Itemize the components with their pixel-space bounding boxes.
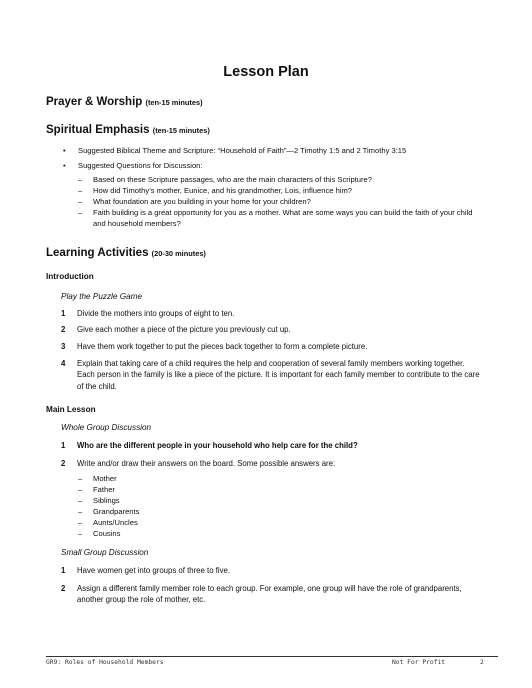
question-text: What foundation are you building in your home for your children? (93, 197, 311, 206)
step-number: 4 (61, 359, 66, 368)
learning-time: (20-30 minutes) (151, 249, 206, 258)
small-group-step (61, 565, 481, 576)
bullet-questions-text: Suggested Questions for Discussion: (78, 161, 203, 170)
whole-group-title: Whole Group Discussion (61, 423, 152, 432)
answer-text: Siblings (93, 496, 120, 505)
answer-item (78, 528, 478, 539)
small-group-title: Small Group Discussion (61, 548, 149, 557)
answer-text: Father (93, 485, 115, 494)
footer-notice: Not For Profit (392, 659, 446, 666)
whole-group-step (61, 458, 481, 469)
footer-divider (46, 656, 498, 657)
spiritual-emphasis-heading (46, 124, 210, 136)
question-item (78, 185, 478, 196)
step-number: 2 (61, 325, 66, 334)
prayer-heading-text: Prayer & Worship (46, 96, 143, 108)
step-number: 2 (61, 459, 66, 468)
prayer-time: (ten-15 minutes) (145, 98, 203, 107)
step-text: Explain that taking care of a child requires the help and cooperation of several family members working together. Each person in the family is like a piece of the picture. It is important for each family member to contribute to the care of the child. (77, 359, 480, 391)
question-text: How did Timothy’s mother, Eunice, and his grandmother, Lois, influence him? (93, 186, 353, 195)
introduction-heading: Introduction (46, 272, 94, 281)
step-number: 1 (61, 441, 66, 450)
spiritual-time: (ten-15 minutes) (152, 126, 210, 135)
intro-step (61, 324, 481, 335)
question-item (78, 207, 478, 229)
page-number: 2 (480, 659, 484, 666)
step-text: Who are the different people in your household who help care for the child? (77, 441, 358, 450)
footer-title: GR9: Roles of Household Members (46, 659, 164, 666)
dash-icon: – (78, 507, 83, 516)
learning-activities-heading (46, 247, 206, 259)
answer-text: Grandparents (93, 507, 140, 516)
step-text: Have women get into groups of three to five. (77, 566, 230, 575)
step-text: Assign a different family member role to each group. For example, one group will have the role of grandparents, another group the role of mother, etc. (77, 584, 462, 605)
dash-icon: – (78, 474, 83, 483)
step-text: Give each mother a piece of the picture you previously cut up. (77, 325, 291, 334)
dash-icon: – (78, 496, 83, 505)
step-text: Write and/or draw their answers on the board. Some possible answers are: (77, 459, 336, 468)
learning-heading-text: Learning Activities (46, 247, 149, 259)
spiritual-heading-text: Spiritual Emphasis (46, 124, 150, 136)
puzzle-game-title: Play the Puzzle Game (61, 292, 143, 301)
intro-step (61, 341, 481, 352)
answer-text: Aunts/Uncles (93, 518, 138, 527)
answer-item (78, 495, 478, 506)
step-number: 1 (61, 309, 66, 318)
intro-step (61, 358, 481, 392)
answer-item (78, 473, 478, 484)
step-number: 2 (61, 584, 66, 593)
answer-item (78, 484, 478, 495)
dash-icon: – (78, 175, 83, 184)
question-item (78, 174, 478, 185)
dash-icon: – (78, 186, 83, 195)
bullet-theme-text: Suggested Biblical Theme and Scripture: “Household of Faith”—2 Timothy 1:5 and 2 Timothy 3:15 (78, 146, 407, 155)
dash-icon: – (78, 208, 83, 217)
question-text: Based on these Scripture passages, who are the main characters of this Scripture? (93, 175, 373, 184)
intro-step (61, 308, 481, 319)
step-number: 3 (61, 342, 66, 351)
bullet-dot-icon: • (63, 161, 66, 170)
small-group-step (61, 583, 481, 606)
dash-icon: – (78, 529, 83, 538)
prayer-worship-heading (46, 96, 203, 108)
whole-group-step (61, 440, 481, 451)
step-text: Have them work together to put the pieces back together to form a complete picture. (77, 342, 368, 351)
answer-text: Mother (93, 474, 117, 483)
answer-item (78, 517, 478, 528)
answer-item (78, 506, 478, 517)
question-item (78, 196, 478, 207)
main-lesson-heading: Main Lesson (46, 405, 96, 414)
dash-icon: – (78, 518, 83, 527)
step-number: 1 (61, 566, 66, 575)
question-text: Faith building is a great opportunity for you as a mother. What are some ways you can build the faith of your child and household members? (93, 208, 473, 228)
page-title: Lesson Plan (223, 64, 309, 80)
dash-icon: – (78, 485, 83, 494)
bullet-dot-icon: • (63, 146, 66, 155)
answer-text: Cousins (93, 529, 121, 538)
step-text: Divide the mothers into groups of eight to ten. (77, 309, 235, 318)
dash-icon: – (78, 197, 83, 206)
